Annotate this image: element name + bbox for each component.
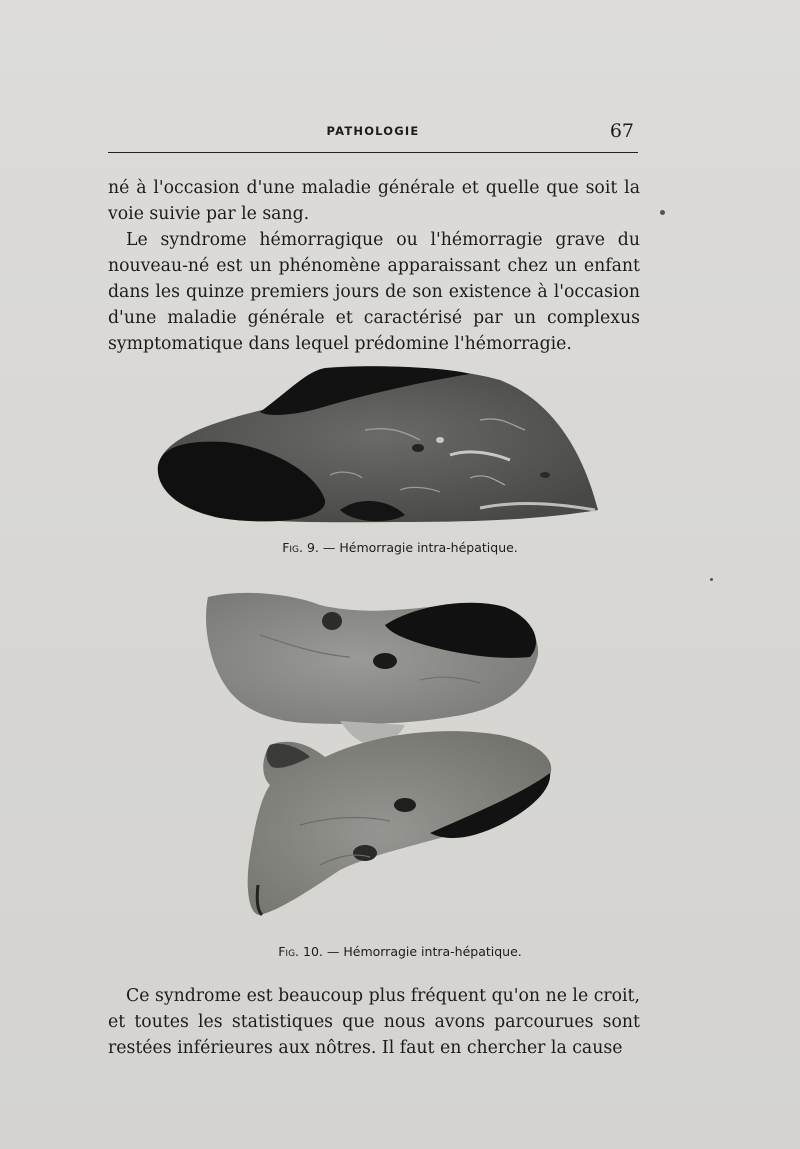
paragraph-syndrome-definition: Le syndrome hémorragique ou l'hémorragie grave du nouveau-né est un phénomène apparaissant chez un enfant dans les quinze premiers jours de son existence à l'occasion d'une maladie générale et caractérisé par un complexus symptomatique dans lequel prédomine l'hémorragie. <box>108 230 640 354</box>
figure-10-caption <box>100 944 700 959</box>
paragraph-frequency: Ce syndrome est beaucoup plus fréquent qu'on ne le croit, et toutes les statistiques que nous avons parcourues sont restées inférieures aux nôtres. Il faut en chercher la cause <box>108 986 640 1058</box>
figure-9-label: Fig. 9. <box>282 540 319 555</box>
figure-10-caption-text: — Hémorragie intra-hépatique. <box>326 944 522 959</box>
running-title: PATHOLOGIE <box>326 124 420 138</box>
paragraph-continuation: né à l'occasion d'une maladie générale et quelle que soit la voie suivie par le sang. <box>108 178 640 224</box>
figure-10-label: Fig. 10. <box>278 944 323 959</box>
page-number: 67 <box>609 120 634 142</box>
figure-9-caption-text: — Hémorragie intra-hépatique. <box>322 540 518 555</box>
ink-speck <box>660 210 665 215</box>
figure-10-liver-sections <box>200 585 560 925</box>
figure-9-liver-section <box>150 360 610 530</box>
ink-speck <box>710 578 713 581</box>
body-text-top <box>108 175 640 357</box>
figure-9-caption <box>100 540 700 555</box>
body-text-bottom <box>108 983 640 1061</box>
header-rule <box>108 152 638 153</box>
running-head <box>108 120 638 150</box>
